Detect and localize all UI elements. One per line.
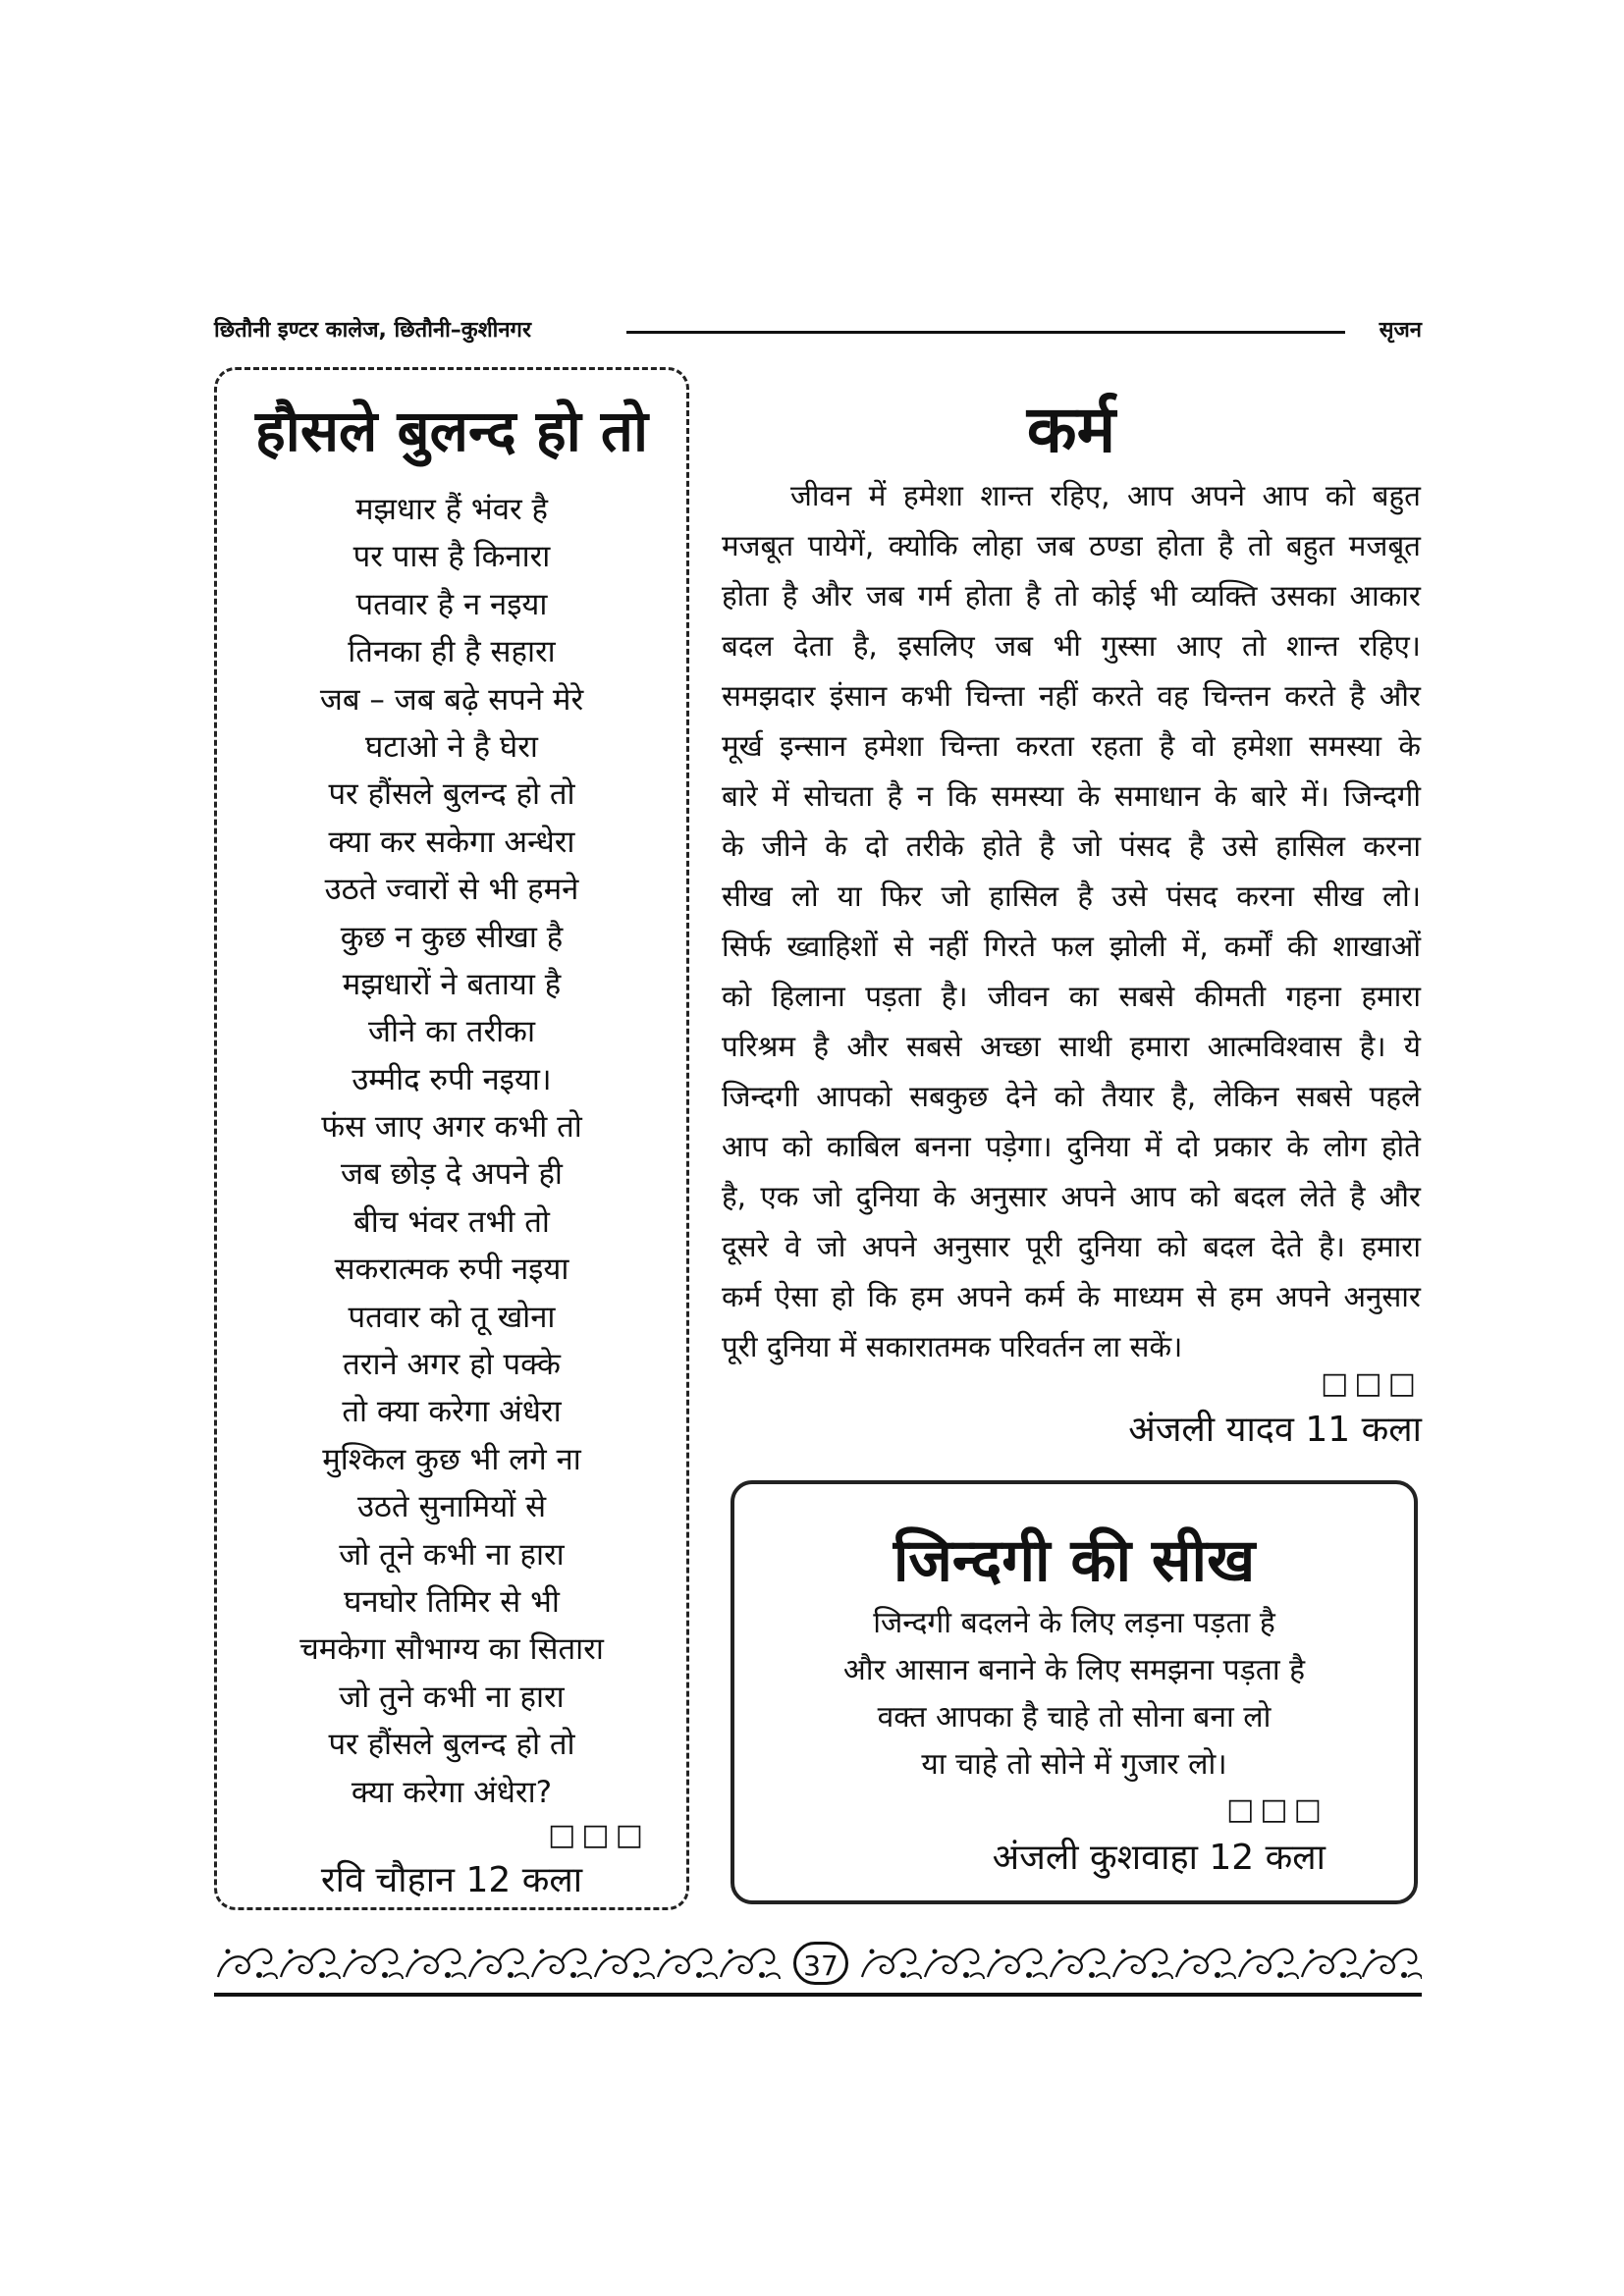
poem-line: उठते सुनामियों से [356,1489,547,1525]
article-line: परिश्रम है और सबसे अच्छा साथी हमारा आत्मविश्वास है। ये [722,1030,1421,1063]
article-line: के जीने के दो तरीके होते है जो पंसद है उसे हासिल करना [722,829,1421,863]
page-number: 37 [793,1942,848,1985]
page-header [214,312,1422,351]
article-line: कर्म ऐसा हो कि हम अपने कर्म के माध्यम से हम अपने अनुसार [722,1280,1421,1313]
article-line: को हिलाना पड़ता है। जीवन का सबसे कीमती गहना हमारा [722,980,1421,1013]
poem-line: घनघोर तिमिर से भी [344,1583,560,1620]
header-college-name: छितौनी इण्टर कालेज, छितौनी–कुशीनगर [214,318,531,343]
poem-line: जो तूने कभी ना हारा [339,1536,565,1573]
poem-line: जब – जब बढ़े सपने मेरे [319,681,584,718]
poem-line: पतवार को तू खोना [348,1299,556,1335]
poem-lines [217,486,686,1816]
article-line: है, एक जो दुनिया के अनुसार अपने आप को बदल लेते है और [722,1180,1421,1213]
poem-line: मुश्किल कुछ भी लगे ना [322,1441,581,1477]
quote-title: जिन्दगी की सीख [893,1526,1256,1595]
quote-box [731,1480,1418,1904]
poem-author: रवि चौहान 12 कला [320,1860,583,1900]
poem-line: जो तुने कभी ना हारा [339,1679,565,1715]
poem-line: चमकेगा सौभाग्य का सितारा [299,1631,604,1668]
poem-line: जब छोड़ दे अपने ही [341,1156,563,1193]
poem-line: पतवार है न नइया [355,586,548,622]
header-rule [626,331,1345,334]
article-line: सीख लो या फिर जो हासिल है उसे पंसद करना सीख लो। [722,880,1421,913]
article-line: बदल देता है, इसलिए जब भी गुस्सा आए तो शान्त रहिए। [722,629,1421,663]
quote-author: अंजली कुशवाहा 12 कला [992,1838,1326,1878]
poem-line: तिनका ही है सहारा [348,634,556,670]
article-line: पूरी दुनिया में सकारातमक परिवर्तन ला सकें। [722,1330,1183,1363]
poem-line: पर हौंसले बुलन्द हो तो [328,776,575,813]
quote-line: जिन्दगी बदलने के लिए लड़ना पड़ता है [873,1606,1275,1640]
article-title: कर्म [1026,391,1116,467]
poem-line: क्या करेगा अंधेरा? [351,1774,553,1810]
poem-title: हौसले बुलन्द हो तो [255,398,648,464]
poem-line: पर पास है किनारा [352,539,551,575]
quote-line: या चाहे तो सोने में गुजार लो। [921,1747,1227,1782]
end-marks: □□□ [547,1818,649,1852]
poem-line: तराने अगर हो पक्के [343,1347,561,1383]
quote-line: और आसान बनाने के लिए समझना पड़ता है [842,1653,1306,1687]
poem-line: मझधार हैं भंवर है [355,492,548,527]
poem-box [214,367,689,1910]
article-line: समझदार इंसान कभी चिन्ता नहीं करते वह चिन्तन करते है और [722,679,1421,713]
article-line: मजबूत पायेगें, क्योकि लोहा जब ठण्डा होता है तो बहुत मजबूत [722,529,1421,562]
article-line: होता है और जब गर्म होता है तो कोई भी व्यक्ति उसका आकार [722,579,1421,613]
poem-line: तो क्या करेगा अंधेरा [342,1394,562,1430]
article-line: आप को काबिल बनना पड़ेगा। दुनिया में दो प्रकार के लोग होते [722,1130,1421,1163]
footer-rule [214,1993,1422,1997]
poem-line: घटाओ ने है घेरा [365,728,538,765]
poem-line: कुछ न कुछ सीखा है [340,919,564,955]
poem-line: फंस जाए अगर कभी तो [321,1109,582,1146]
poem-line: बीच भंवर तभी तो [353,1203,550,1240]
article-line: मूर्ख इन्सान हमेशा चिन्ता करता रहता है वो हमेशा समस्या के [722,729,1421,763]
article-author: अंजली यादव 11 कला [1128,1410,1422,1450]
poem-line: क्या कर सकेगा अन्धेरा [328,824,575,860]
article-line: बारे में सोचता है न कि समस्या के समाधान के बारे में। जिन्दगी [722,779,1421,813]
article-line: दूसरे वे जो अपने अनुसार पूरी दुनिया को बदल देते है। हमारा [722,1230,1421,1263]
poem-line: जीने का तरीका [368,1014,535,1050]
poem-line: उम्मीद रुपी नइया। [352,1061,552,1097]
article-line: सिर्फ ख्वाहिशों से नहीं गिरते फल झोली में, कर्मों की शाखाओं [722,930,1421,963]
end-marks: □□□ [1320,1366,1422,1401]
poem-line: उठते ज्वारों से भी हमने [324,872,579,908]
article-body [722,471,1421,1372]
quote-line: वक्त आपका है चाहे तो सोना बना लो [877,1700,1272,1735]
article-line: जीवन में हमेशा शान्त रहिए, आप अपने आप को बहुत [790,479,1421,512]
poem-line: मझधारों ने बताया है [342,966,562,1002]
poem-line: पर हौंसले बुलन्द हो तो [328,1727,575,1763]
article-line: जिन्दगी आपको सबकुछ देने को तैयार है, लेकिन सबसे पहले [722,1080,1421,1113]
end-marks: □□□ [1225,1792,1327,1827]
poem-line: सकरात्मक रुपी नइया [334,1252,569,1288]
header-magazine-name: सृजन [1379,318,1422,343]
quote-lines [734,1600,1414,1789]
